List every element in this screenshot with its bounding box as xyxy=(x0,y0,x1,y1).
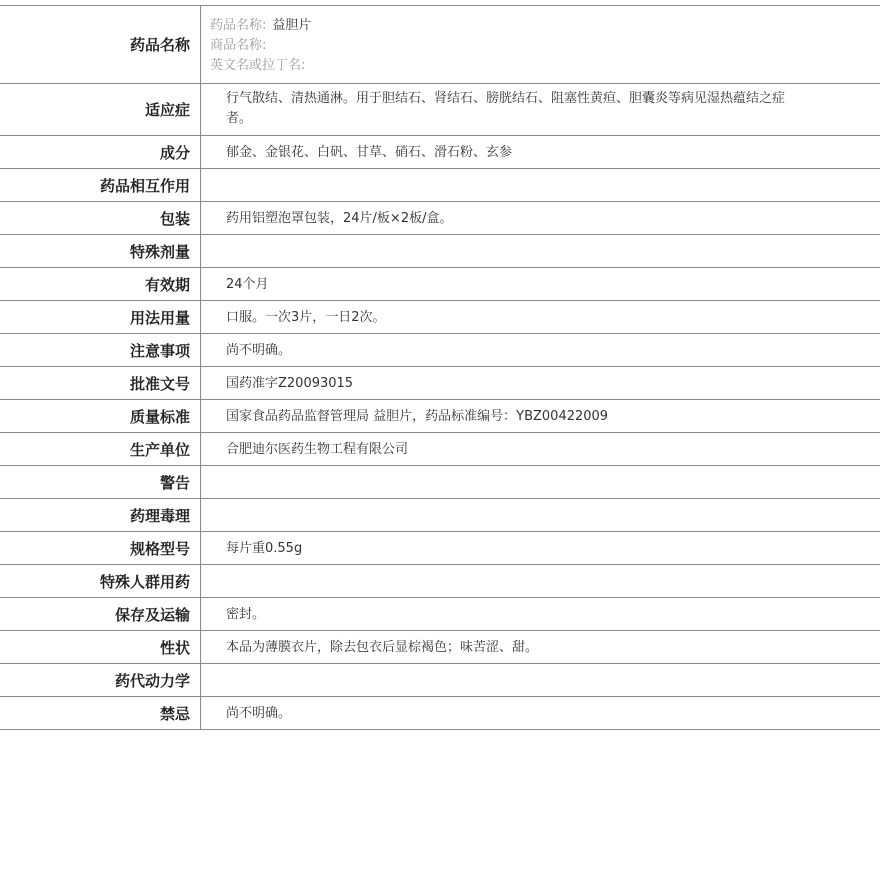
row-label: 药代动力学 xyxy=(0,664,201,696)
row-label: 注意事项 xyxy=(0,334,201,366)
row-value: 尚不明确。 xyxy=(226,343,292,358)
row-label: 质量标准 xyxy=(0,400,201,432)
pharmacology-toxicology-row xyxy=(0,499,880,532)
row-value: 药用铝塑泡罩包装，24片/板×2板/盒。 xyxy=(226,211,453,226)
row-label: 批准文号 xyxy=(0,367,201,399)
row-label: 药品相互作用 xyxy=(0,169,201,201)
row-value: 尚不明确。 xyxy=(226,706,292,721)
approval-number-row xyxy=(0,367,880,400)
row-value: 国药准字Z20093015 xyxy=(226,376,354,391)
row-label: 规格型号 xyxy=(0,532,201,564)
english-name-line xyxy=(210,56,311,76)
row-label: 用法用量 xyxy=(0,301,201,333)
drug-name-details xyxy=(201,6,311,83)
special-population-row xyxy=(0,565,880,598)
description-row xyxy=(0,631,880,664)
row-label: 成分 xyxy=(0,136,201,168)
special-dosage-row xyxy=(0,235,880,268)
drug-info-table xyxy=(0,5,880,730)
row-label: 适应症 xyxy=(0,84,201,135)
row-label: 特殊剂量 xyxy=(0,235,201,267)
row-value: 合肥迪尔医药生物工程有限公司 xyxy=(226,442,409,457)
row-label: 特殊人群用药 xyxy=(0,565,201,597)
manufacturer-row xyxy=(0,433,880,466)
drug-name-label: 药品名称: xyxy=(210,18,267,33)
indication-row xyxy=(0,84,880,136)
row-label: 药理毒理 xyxy=(0,499,201,531)
row-label: 包装 xyxy=(0,202,201,234)
row-value: 每片重0.55g xyxy=(226,541,303,556)
row-value xyxy=(201,466,880,498)
quality-standard-row xyxy=(0,400,880,433)
row-label: 禁忌 xyxy=(0,697,201,729)
packaging-row xyxy=(0,202,880,235)
precautions-row xyxy=(0,334,880,367)
row-value xyxy=(201,235,880,267)
specification-row xyxy=(0,532,880,565)
row-value: 密封。 xyxy=(226,607,266,622)
english-name-label: 英文名或拉丁名: xyxy=(210,58,306,73)
row-value: 郁金、金银花、白矾、甘草、硝石、滑石粉、玄参 xyxy=(226,145,513,160)
drug-name-header: 药品名称 xyxy=(0,6,201,83)
row-value xyxy=(201,499,880,531)
row-value: 本品为薄膜衣片，除去包衣后显棕褐色；味苦涩、甜。 xyxy=(226,640,539,655)
drug-name-line xyxy=(210,16,311,36)
row-label: 警告 xyxy=(0,466,201,498)
drug-name-value: 益胆片 xyxy=(272,18,312,33)
interactions-row xyxy=(0,169,880,202)
row-value xyxy=(201,565,880,597)
row-label: 性状 xyxy=(0,631,201,663)
row-value: 24个月 xyxy=(226,277,269,292)
warning-row xyxy=(0,466,880,499)
trade-name-label: 商品名称: xyxy=(210,38,267,53)
row-value xyxy=(201,169,880,201)
storage-transport-row xyxy=(0,598,880,631)
row-value: 国家食品药品监督管理局 益胆片，药品标准编号：YBZ00422009 xyxy=(226,409,609,424)
row-value xyxy=(201,664,880,696)
contraindications-row xyxy=(0,697,880,730)
row-label: 生产单位 xyxy=(0,433,201,465)
drug-name-row xyxy=(0,6,880,84)
row-value: 行气散结、清热通淋。用于胆结石、肾结石、膀胱结石、阻塞性黄疸、胆囊炎等病见湿热蕴结之症者。 xyxy=(226,91,786,126)
shelf-life-row xyxy=(0,268,880,301)
ingredients-row xyxy=(0,136,880,169)
trade-name-line xyxy=(210,36,311,56)
pharmacokinetics-row xyxy=(0,664,880,697)
usage-dosage-row xyxy=(0,301,880,334)
row-label: 有效期 xyxy=(0,268,201,300)
row-value: 口服。一次3片，一日2次。 xyxy=(226,310,386,325)
row-label: 保存及运输 xyxy=(0,598,201,630)
